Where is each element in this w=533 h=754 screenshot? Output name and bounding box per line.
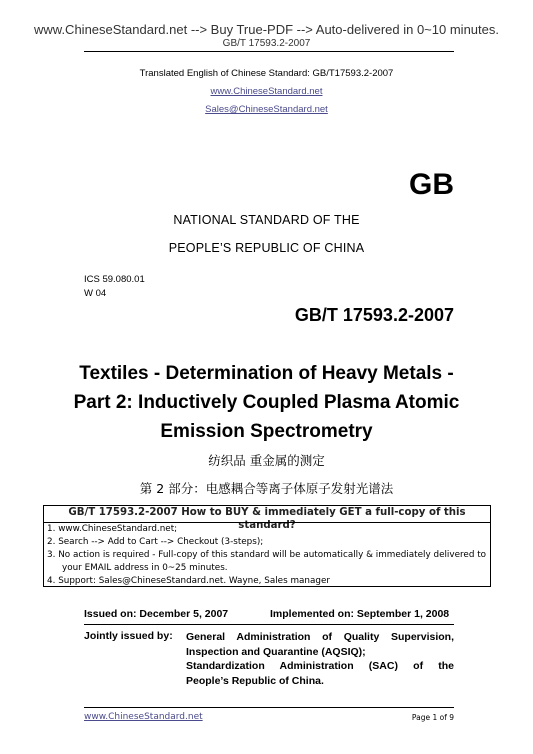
dates-divider — [84, 624, 454, 625]
issuer-line-1: General Administration of Quality Supervision, — [186, 631, 454, 643]
implemented-date: Implemented on: September 1, 2008 — [270, 608, 450, 620]
buy-heading: GB/T 17593.2-2007 How to BUY & immediately GET a full-copy of this standard? — [68, 507, 466, 531]
translation-note: Translated English of Chinese Standard: GB/T17593.2-2007 — [139, 68, 394, 79]
buy-step-1[interactable]: 1. www.ChineseStandard.net; — [47, 524, 178, 534]
header-divider — [84, 51, 454, 52]
buy-instructions-box — [43, 505, 491, 587]
national-standard-line2: PEOPLE’S REPUBLIC OF CHINA — [168, 241, 365, 255]
site-link-wrap — [0, 86, 533, 97]
issuer-line-2: Inspection and Quarantine (AQSIQ); — [186, 645, 366, 658]
title-line-2: Part 2: Inductively Coupled Plasma Atomic — [73, 392, 460, 413]
header-standard-code: GB/T 17593.2-2007 — [222, 38, 311, 49]
email-link[interactable]: Sales@ChineseStandard.net — [205, 104, 328, 115]
footer-site-link-wrap — [84, 712, 203, 722]
issuer-line-3: Standardization Administration (SAC) of the — [186, 660, 454, 672]
title-line-3: Emission Spectrometry — [160, 421, 373, 442]
gb-mark: GB — [409, 168, 454, 201]
buy-step-4: 4. Support: Sales@ChineseStandard.net. Wayne, Sales manager — [47, 575, 330, 586]
jointly-issued-label: Jointly issued by: — [84, 630, 173, 642]
page-number: Page 1 of 9 — [411, 713, 454, 722]
site-link[interactable]: www.ChineseStandard.net — [210, 86, 323, 97]
issued-date: Issued on: December 5, 2007 — [84, 608, 229, 620]
classification-code: W 04 — [84, 288, 107, 299]
chinese-title-2: 第 2 部分：电感耦合等离子体原子发射光谱法 — [139, 481, 394, 496]
email-link-wrap — [0, 104, 533, 115]
national-standard-line1: NATIONAL STANDARD OF THE — [173, 213, 360, 227]
issuer-line-4: People’s Republic of China. — [186, 674, 324, 687]
footer-divider — [84, 707, 454, 708]
footer-site-link[interactable]: www.ChineseStandard.net — [84, 712, 203, 722]
top-banner[interactable]: www.ChineseStandard.net --> Buy True-PDF --> Auto-delivered in 0~10 minutes. — [34, 22, 499, 37]
buy-step-2: 2. Search --> Add to Cart --> Checkout (3-steps); — [47, 536, 264, 547]
buy-step-3: 3. No action is required - Full-copy of this standard will be automatically & immediately delivered to — [47, 549, 487, 560]
buy-steps-list — [47, 523, 487, 588]
standard-code: GB/T 17593.2-2007 — [294, 305, 454, 325]
ics-code: ICS 59.080.01 — [84, 274, 145, 285]
title-line-1: Textiles - Determination of Heavy Metals - — [79, 363, 454, 384]
buy-step-3-continued: your EMAIL address in 0~25 minutes. — [62, 562, 228, 573]
issuer-block — [186, 630, 454, 688]
chinese-title-1: 纺织品 重金属的测定 — [208, 453, 325, 468]
